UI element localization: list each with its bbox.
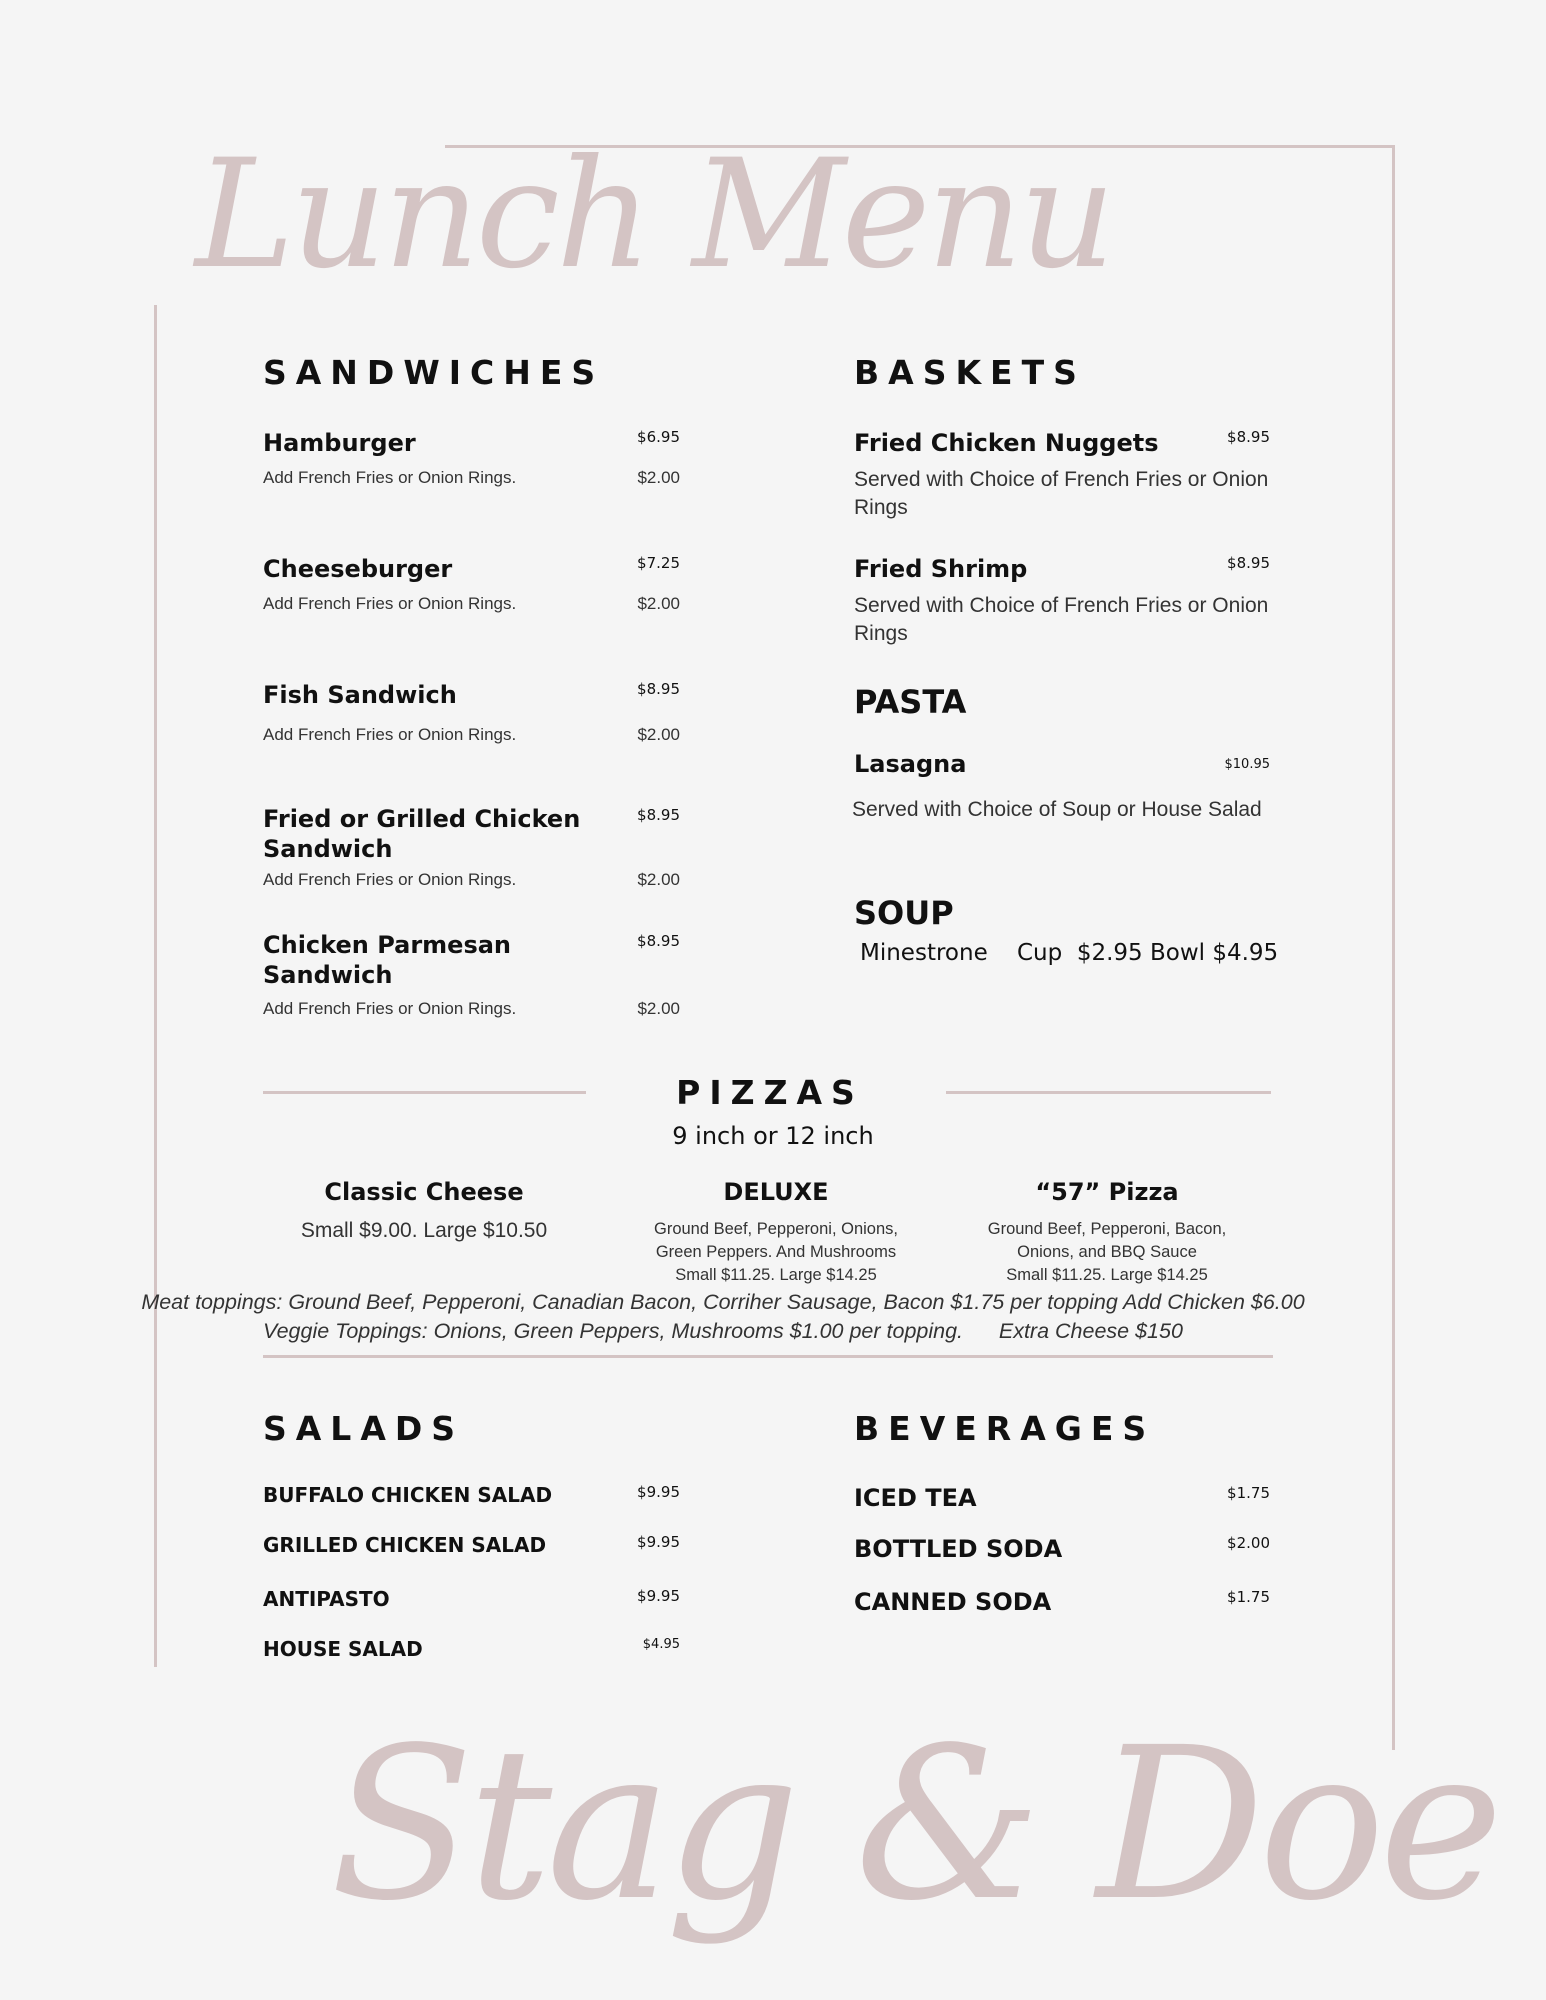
stag-and-doe-script-brand: Stag & Doe [330,1702,1498,1947]
pizza-item-name: DELUXE [723,1178,829,1206]
pizza-desc-line: Small $11.25. Large $14.25 [675,1266,877,1284]
sandwich-addon-price: $2.00 [637,468,680,487]
sandwich-item-name: Hamburger [263,429,416,457]
sandwich-item-name: Chicken Parmesan Sandwich [263,931,512,989]
salad-item-name: BUFFALO CHICKEN SALAD [263,1483,553,1507]
pizzas-rule-left [263,1091,586,1094]
beverage-item-price: $1.75 [1227,1588,1270,1606]
frame-left-line [154,305,157,1667]
baskets-title: BASKETS [854,353,1086,392]
pizza-desc-line: Green Peppers. And Mushrooms [655,1243,897,1261]
sandwich-addon-text: Add French Fries or Onion Rings. [263,725,517,744]
pizzas-title: PIZZAS [676,1073,864,1112]
sandwich-addon-price: $2.00 [637,725,680,744]
salad-item-name: ANTIPASTO [263,1587,390,1611]
beverage-item-price: $1.75 [1227,1484,1270,1502]
basket-item-desc: Served with Choice of French Fries or Onion Rings [854,468,1269,519]
pizzas-subtitle: 9 inch or 12 inch [672,1122,874,1150]
pizza-item-name: “57” Pizza [1035,1178,1179,1206]
sandwiches-title: SANDWICHES [263,353,605,392]
sandwich-addon-text: Add French Fries or Onion Rings. [263,468,517,487]
salad-item-price: $9.95 [637,1533,680,1551]
sandwich-item-price: $6.95 [637,428,680,446]
pizza-item-desc: Small $9.00. Large $10.50 [300,1219,548,1242]
basket-item-name: Fried Chicken Nuggets [854,429,1159,457]
basket-item-desc: Served with Choice of French Fries or Onion Rings [854,594,1269,645]
pizza-desc-line: Ground Beef, Pepperoni, Onions, [654,1220,898,1238]
pizza-desc-line: Onions, and BBQ Sauce [1017,1243,1197,1261]
sandwich-addon-text: Add French Fries or Onion Rings. [263,870,517,889]
beverage-item-price: $2.00 [1227,1534,1270,1552]
pasta-item-desc: Served with Choice of Soup or House Salad [852,798,1262,821]
basket-item-name: Fried Shrimp [854,555,1028,583]
pasta-title: PASTA [854,683,967,721]
pasta-item-name: Lasagna [854,750,967,778]
salad-item-name: GRILLED CHICKEN SALAD [263,1533,547,1557]
basket-item-price: $8.95 [1227,428,1270,446]
sandwich-item-price: $8.95 [637,806,680,824]
pizzas-bottom-rule [263,1355,1273,1358]
beverage-item-name: ICED TEA [854,1484,977,1512]
sandwich-item-name: Fish Sandwich [263,681,457,709]
pizzas-rule-right [946,1091,1271,1094]
sandwich-addon-text: Add French Fries or Onion Rings. [263,594,517,613]
pizza-desc-line: Small $11.25. Large $14.25 [1006,1266,1208,1284]
pizza-item-name: Classic Cheese [324,1178,524,1206]
basket-item-price: $8.95 [1227,554,1270,572]
salad-item-price: $4.95 [642,1637,680,1652]
salad-item-price: $9.95 [637,1587,680,1605]
pizza-item-desc [957,1218,1257,1287]
soup-title: SOUP [854,894,954,932]
sandwich-item-name: Cheeseburger [263,555,453,583]
frame-right-line [1392,145,1395,1750]
beverages-title: BEVERAGES [854,1409,1156,1448]
salads-title: SALADS [263,1409,465,1448]
pizza-item-desc [626,1218,926,1287]
sandwich-item-price: $8.95 [637,932,680,950]
lunch-menu-script-title: Lunch Menu [195,128,1112,302]
sandwich-addon-text: Add French Fries or Onion Rings. [263,999,517,1018]
soup-line: Minestrone Cup $2.95 Bowl $4.95 [860,940,1279,966]
meat-toppings-line: Meat toppings: Ground Beef, Pepperoni, Canadian Bacon, Corriher Sausage, Bacon $1.75 per topping Add Chicken $6.00 [141,1290,1305,1314]
beverage-item-name: CANNED SODA [854,1588,1052,1616]
salad-item-name: HOUSE SALAD [263,1637,423,1661]
sandwich-addon-price: $2.00 [637,870,680,889]
sandwich-item-name: Fried or Grilled Chicken Sandwich [263,805,581,863]
sandwich-addon-price: $2.00 [637,999,680,1018]
sandwich-item-price: $7.25 [637,554,680,572]
pizza-desc-line: Ground Beef, Pepperoni, Bacon, [987,1220,1227,1238]
veggie-toppings-line: Veggie Toppings: Onions, Green Peppers, Mushrooms $1.00 per topping. Extra Cheese $150 [263,1319,1183,1343]
salad-item-price: $9.95 [637,1483,680,1501]
sandwich-item-price: $8.95 [637,680,680,698]
pasta-item-price: $10.95 [1224,757,1270,772]
sandwich-addon-price: $2.00 [637,594,680,613]
beverage-item-name: BOTTLED SODA [854,1535,1063,1563]
